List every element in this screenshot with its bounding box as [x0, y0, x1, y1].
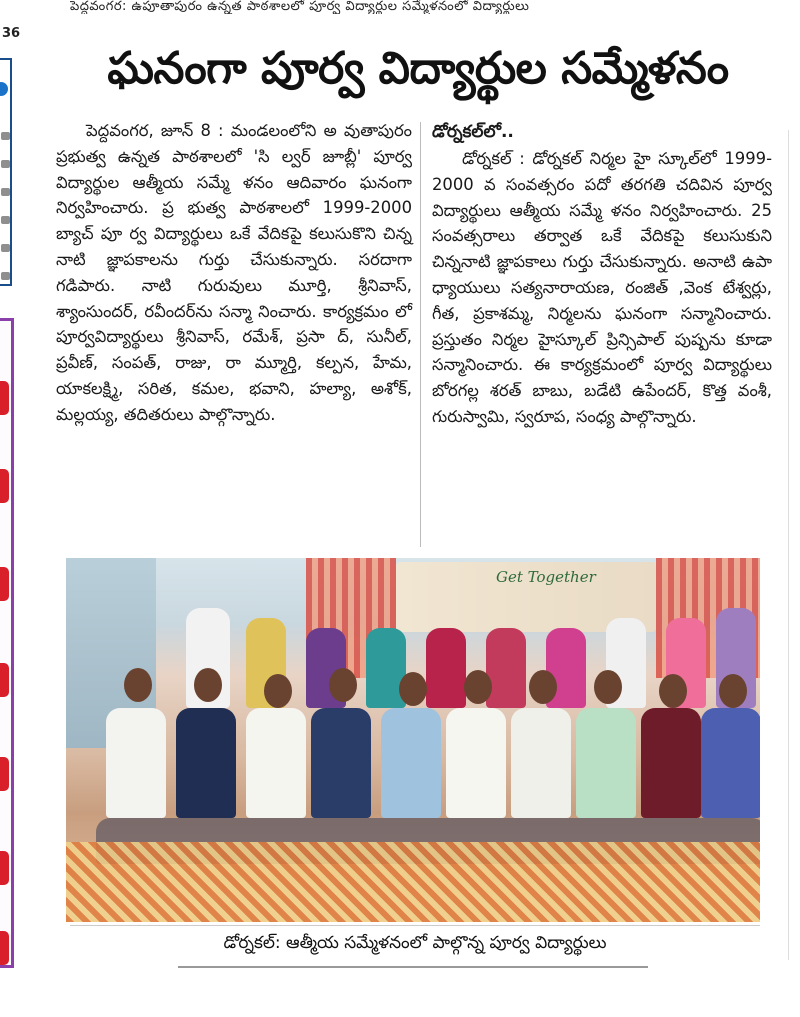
photo-carpet — [66, 842, 760, 922]
text-fragment — [1, 188, 10, 196]
person-head — [264, 674, 292, 708]
ad-mark — [0, 663, 9, 697]
person-head — [399, 672, 427, 706]
text-fragment — [1, 272, 10, 280]
person — [246, 708, 306, 818]
right-column-subhead: డోర్నకల్‌లో.. — [432, 122, 514, 142]
page-number: 36 — [2, 26, 21, 41]
text-fragment — [1, 216, 10, 224]
person — [446, 708, 506, 818]
column-divider — [420, 122, 421, 547]
right-column-text: డోర్నకల్ : డోర్నకల్ నిర్మల హై స్కూల్‌లో 1999-2000 వ సంవత్సరం పదో తరగతి చదివిన పూర్వ విద్యార్థులు ఆత్మీయ సమ్మే ళనం నిర్వహించారు. 25 సంవత్సరాలు తర్వాత ఒకే వేదికపై కలుసుకుని చిన్ననాటి జ్ఞాపకాలు గుర్తు చేసుకున్నారు. అనాటి ఉపా ధ్యాయులు సత్యనారాయణ, రంజిత్ ,వెంక టేశ్వర్లు, గీత, ప్రకాశమ్మ, నిర్మలను ఘనంగా సన్మానించారు. ప్రస్తుతం నిర్మల హైస్కూల్ ప్రిన్సిపాల్ పుష్పను కూడా సన్మానించారు. ఈ కార్యక్రమంలో పూర్వ విద్యార్థులు బోరగల్ల శరత్ బాబు, బడేటి ఉపేందర్, కొత్త వంశీ, గురుస్వామి, స్వరూప, సంధ్య పాల్గొన్నారు. — [432, 149, 772, 426]
ad-mark — [0, 381, 9, 415]
person — [176, 708, 236, 818]
adjacent-column-fragment — [0, 58, 12, 286]
person-head — [529, 670, 557, 704]
ad-mark — [0, 757, 9, 791]
ad-mark — [0, 851, 9, 885]
ad-mark — [0, 567, 9, 601]
article-right-column — [432, 118, 772, 430]
person-head — [329, 668, 357, 702]
adjacent-advertisement-fragment — [0, 318, 14, 968]
previous-article-caption: పెద్దవంగర: ఉపూతాపురం ఉన్నత పాఠశాలలో పూర్వ విద్యార్థుల సమ్మేళనంలో విద్యార్థులు — [70, 0, 530, 14]
person-head — [594, 670, 622, 704]
person-head — [124, 668, 152, 702]
text-fragment — [1, 244, 10, 252]
person — [576, 708, 636, 818]
person-head — [719, 674, 747, 708]
page-right-edge — [788, 130, 789, 960]
photo-caption: డోర్నకల్: ఆత్మీయ సమ్మేళనంలో పాల్గొన్న పూర్వ విద్యార్థులు — [223, 933, 607, 953]
ad-mark — [0, 931, 9, 965]
caption-rule — [70, 925, 760, 926]
photo-front-row — [86, 668, 760, 868]
ad-mark — [0, 469, 9, 503]
person — [641, 708, 701, 818]
article-end-rule — [178, 966, 648, 968]
article-left-column — [56, 118, 412, 428]
article-headline: ఘనంగా పూర్వ విద్యార్థుల సమ్మేళనం — [107, 43, 729, 94]
person — [311, 708, 371, 818]
group-photo — [66, 558, 760, 922]
adjacent-logo-fragment — [0, 82, 8, 96]
person — [106, 708, 166, 818]
text-fragment — [1, 132, 10, 140]
photo-banner-text: Get Together — [496, 568, 596, 586]
person-head — [194, 668, 222, 702]
person — [701, 708, 760, 818]
person-head — [464, 670, 492, 704]
person-head — [659, 674, 687, 708]
person — [381, 708, 441, 818]
left-column-text: పెద్దవంగర, జూన్ 8 : మండలంలోని అ వుతాపురం ప్రభుత్వ ఉన్నత పాఠశాలలో 'సి ల్వర్ జూబ్లీ' పూర్వ విద్యార్థుల ఆత్మీయ సమ్మే ళనం ఆదివారం ఘనంగా నిర్వహించారు. ప్ర భుత్వ పాఠశాలలో 1999-2000 బ్యాచ్ పూ ర్వ విద్యార్థులు ఒకే వేదికపై కలుసుకొని చిన్న నాటి జ్ఞాపకాలను గుర్తు చేసుకున్నారు. సరదాగా గడిపారు. నాటి గురువులు మూర్తి, శ్రీనివాస్, శ్యాంసుందర్, రవీందర్‌ను సన్మా నించారు. కార్యక్రమం లో పూర్వవిద్యార్థులు శ్రీనివాస్, రమేశ్, ప్రసా ద్, సునీల్, ప్రవీణ్, సంపత్, రాజు, రా మ్మూర్తి, కల్పన, హేమ, యాకలక్ష్మి, సరిత, కమల, భవాని, హల్యా, అశోక్, మల్లయ్య, తదితరులు పాల్గొన్నారు. — [56, 121, 412, 424]
person — [511, 708, 571, 818]
text-fragment — [1, 160, 10, 168]
